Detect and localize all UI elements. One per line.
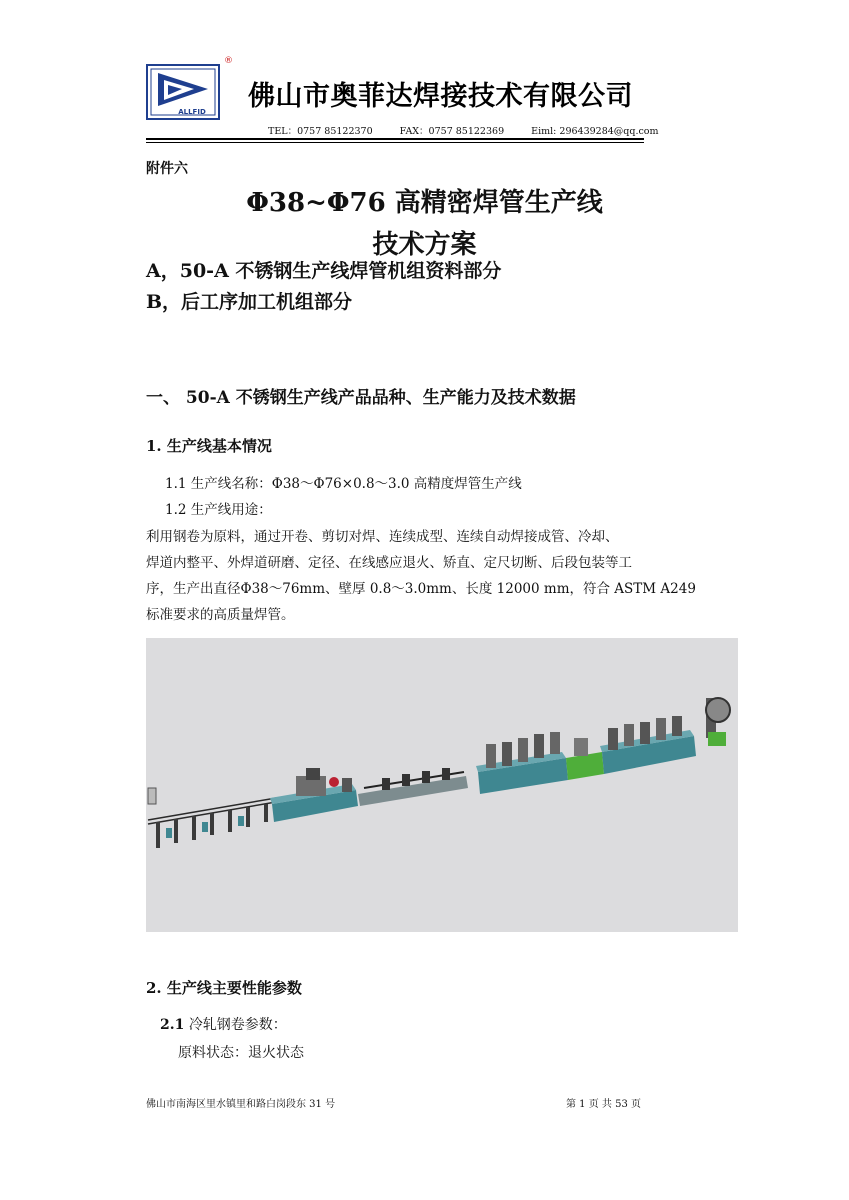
header-rule-thin (146, 142, 644, 143)
forming-mill (600, 716, 696, 774)
logo-text: ALLFID (178, 108, 206, 116)
email-text: Eiml: 296439284@qq.com (531, 126, 659, 137)
straightener-unit (358, 768, 468, 806)
item-line-usage: 1.2 生产线用途： (165, 502, 272, 518)
item-line-name: 1.1 生产线名称：Φ38～Φ76×0.8～3.0 高精度焊管生产线 (165, 476, 522, 492)
paragraph-line: 焊道内整平、外焊道研磨、定径、在线感应退火、矫直、定尺切断、后段包装等工 (146, 555, 632, 571)
raw-material-line: 原料状态：退火状态 (178, 1045, 304, 1061)
section-a: A，50-A 不锈钢生产线焊管机组资料部分 (146, 260, 502, 282)
subsection-heading: 1. 生产线基本情况 (146, 437, 272, 455)
header-rule (146, 138, 644, 140)
subsection-heading-2: 2. 生产线主要性能参数 (146, 979, 302, 997)
paragraph-line: 序，生产出直径Φ38～76mm、壁厚 0.8～3.0mm、长度 12000 mm，符合 ASTM A249 (146, 581, 696, 597)
chapter-heading: 一、 50-A 不锈钢生产线产品品种、生产能力及技术数据 (146, 388, 576, 408)
item-label: 冷轧钢卷参数： (188, 1017, 287, 1033)
company-name: 佛山市奥菲达焊接技术有限公司 (248, 81, 633, 112)
attachment-label: 附件六 (146, 161, 188, 177)
footer-page-number: 第 1 页 共 53 页 (566, 1099, 641, 1110)
doc-subtitle: 技术方案 (372, 230, 477, 260)
control-panel (148, 788, 156, 804)
usage-paragraph (146, 524, 696, 628)
footer-address: 佛山市南海区里水镇里和路白岗段东 31 号 (146, 1099, 336, 1110)
uncoiler (706, 698, 730, 746)
tel-text: TEL：0757 85122370 (268, 126, 373, 137)
item-2-1 (160, 1014, 287, 1034)
paragraph-line: 利用钢卷为原料，通过开卷、剪切对焊、连续成型、连续自动焊接成管、冷却、 (146, 529, 619, 545)
paragraph-line: 标准要求的高质量焊管。 (146, 607, 295, 623)
item-number: 2.1 (160, 1017, 185, 1033)
registered-mark: ® (224, 56, 233, 66)
rail-supports (156, 804, 268, 848)
section-b: B，后工序加工机组部分 (146, 291, 353, 313)
company-logo (146, 64, 220, 120)
production-line-figure (146, 638, 738, 932)
sizing-mill (476, 732, 568, 794)
contact-line (268, 123, 683, 137)
doc-title: Φ38~Φ76 高精密焊管生产线 (246, 188, 603, 218)
cutoff-unit (270, 768, 358, 822)
welding-station (566, 738, 604, 780)
fax-text: FAX：0757 85122369 (399, 126, 505, 137)
